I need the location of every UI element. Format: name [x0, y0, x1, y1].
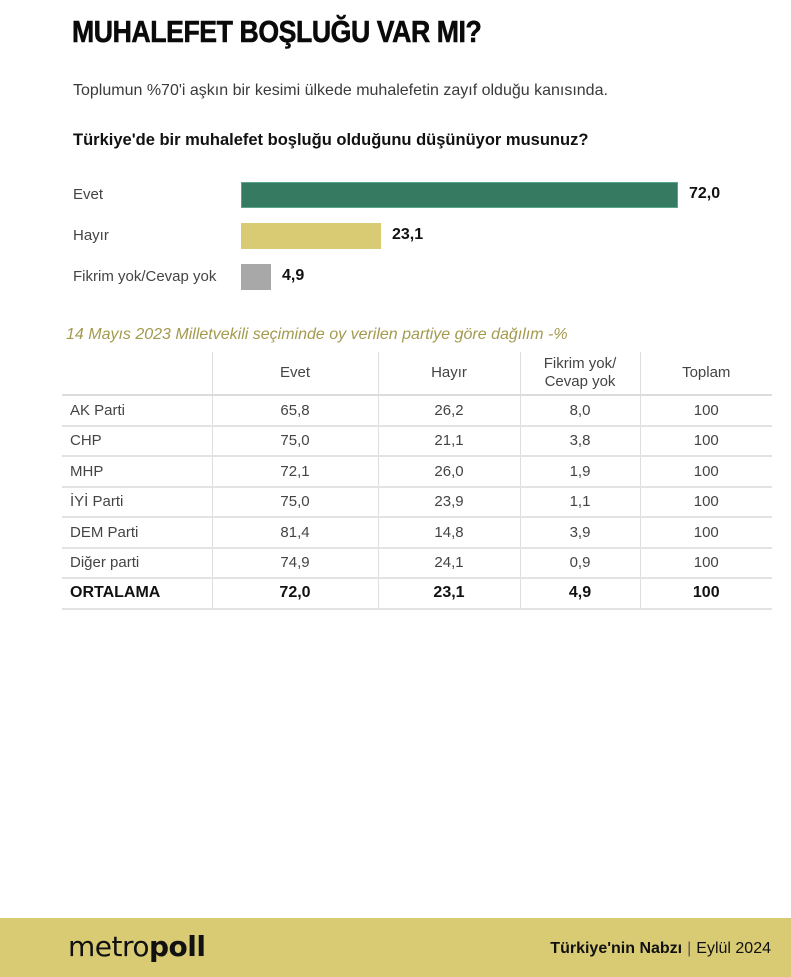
bar-fikrim-yok — [241, 264, 271, 290]
logo-regular: metro — [68, 930, 150, 963]
metropoll-logo — [68, 930, 206, 963]
cell-hayir: 14,8 — [378, 517, 520, 548]
bar-row-evet — [0, 182, 791, 208]
cell-toplam: 100 — [640, 395, 772, 426]
cell-fikrim-yok: 3,9 — [520, 517, 640, 548]
cell-fikrim-yok: 1,1 — [520, 487, 640, 518]
cell-toplam: 100 — [640, 517, 772, 548]
logo-bold: poll — [149, 930, 206, 963]
cell-hayir: 21,1 — [378, 426, 520, 457]
cell-hayir: 26,2 — [378, 395, 520, 426]
party-name: İYİ Parti — [62, 487, 212, 518]
party-name: DEM Parti — [62, 517, 212, 548]
party-name: MHP — [62, 456, 212, 487]
footer-date: Eylül 2024 — [696, 940, 771, 957]
bar-label: Fikrim yok/Cevap yok — [73, 268, 217, 285]
average-label: ORTALAMA — [62, 578, 212, 609]
header-fikrim-yok — [520, 352, 640, 395]
bar-value: 4,9 — [282, 267, 305, 284]
table-row — [62, 548, 772, 579]
bar-row-fikrim-yok — [0, 264, 791, 290]
cell-evet: 65,8 — [212, 395, 378, 426]
cell-fikrim-yok: 0,9 — [520, 548, 640, 579]
distribution-table — [62, 352, 772, 610]
party-name: Diğer parti — [62, 548, 212, 579]
cell-fikrim-yok: 1,9 — [520, 456, 640, 487]
cell-fikrim-yok: 3,8 — [520, 426, 640, 457]
table-caption: 14 Mayıs 2023 Milletvekili seçiminde oy verilen partiye göre dağılım -% — [66, 326, 568, 343]
table-row — [62, 395, 772, 426]
footer-bar — [0, 918, 791, 977]
page-title: MUHALEFET BOŞLUĞU VAR MI? — [72, 14, 482, 49]
party-name: AK Parti — [62, 395, 212, 426]
table-row — [62, 487, 772, 518]
cell-toplam: 100 — [640, 426, 772, 457]
table-row — [62, 456, 772, 487]
bar-hayir — [241, 223, 381, 249]
cell-fikrim-yok: 8,0 — [520, 395, 640, 426]
bar-row-hayir — [0, 223, 791, 249]
survey-question: Türkiye'de bir muhalefet boşluğu olduğunu düşünüyor musunuz? — [73, 131, 589, 149]
cell-hayir: 23,9 — [378, 487, 520, 518]
header-evet: Evet — [212, 352, 378, 395]
cell-evet: 72,1 — [212, 456, 378, 487]
bar-label: Evet — [73, 186, 104, 203]
footer-publication — [550, 940, 771, 958]
header-toplam: Toplam — [640, 352, 772, 395]
footer-separator: | — [687, 940, 692, 957]
avg-toplam: 100 — [640, 578, 772, 609]
cell-evet: 74,9 — [212, 548, 378, 579]
table-row-average — [62, 578, 772, 609]
cell-toplam: 100 — [640, 548, 772, 579]
cell-hayir: 26,0 — [378, 456, 520, 487]
table-header-row — [62, 352, 772, 395]
cell-toplam: 100 — [640, 456, 772, 487]
party-name: CHP — [62, 426, 212, 457]
footer-brand: Türkiye'nin Nabzı — [550, 940, 683, 957]
bar-label: Hayır — [73, 227, 109, 244]
bar-value: 72,0 — [689, 185, 721, 202]
cell-evet: 81,4 — [212, 517, 378, 548]
header-hayir: Hayır — [378, 352, 520, 395]
header-fikrim-line2: Cevap yok — [544, 373, 616, 390]
table-row — [62, 517, 772, 548]
header-fikrim-line1: Fikrim yok/ — [543, 355, 617, 372]
avg-fikrim-yok: 4,9 — [520, 578, 640, 609]
page-subtitle: Toplumun %70'i aşkın bir kesimi ülkede muhalefetin zayıf olduğu kanısında. — [73, 82, 608, 99]
bar-value: 23,1 — [392, 226, 424, 243]
cell-evet: 75,0 — [212, 426, 378, 457]
bar-evet — [241, 182, 678, 208]
header-party — [62, 352, 212, 395]
cell-hayir: 24,1 — [378, 548, 520, 579]
avg-hayir: 23,1 — [378, 578, 520, 609]
table-row — [62, 426, 772, 457]
cell-toplam: 100 — [640, 487, 772, 518]
cell-evet: 75,0 — [212, 487, 378, 518]
avg-evet: 72,0 — [212, 578, 378, 609]
